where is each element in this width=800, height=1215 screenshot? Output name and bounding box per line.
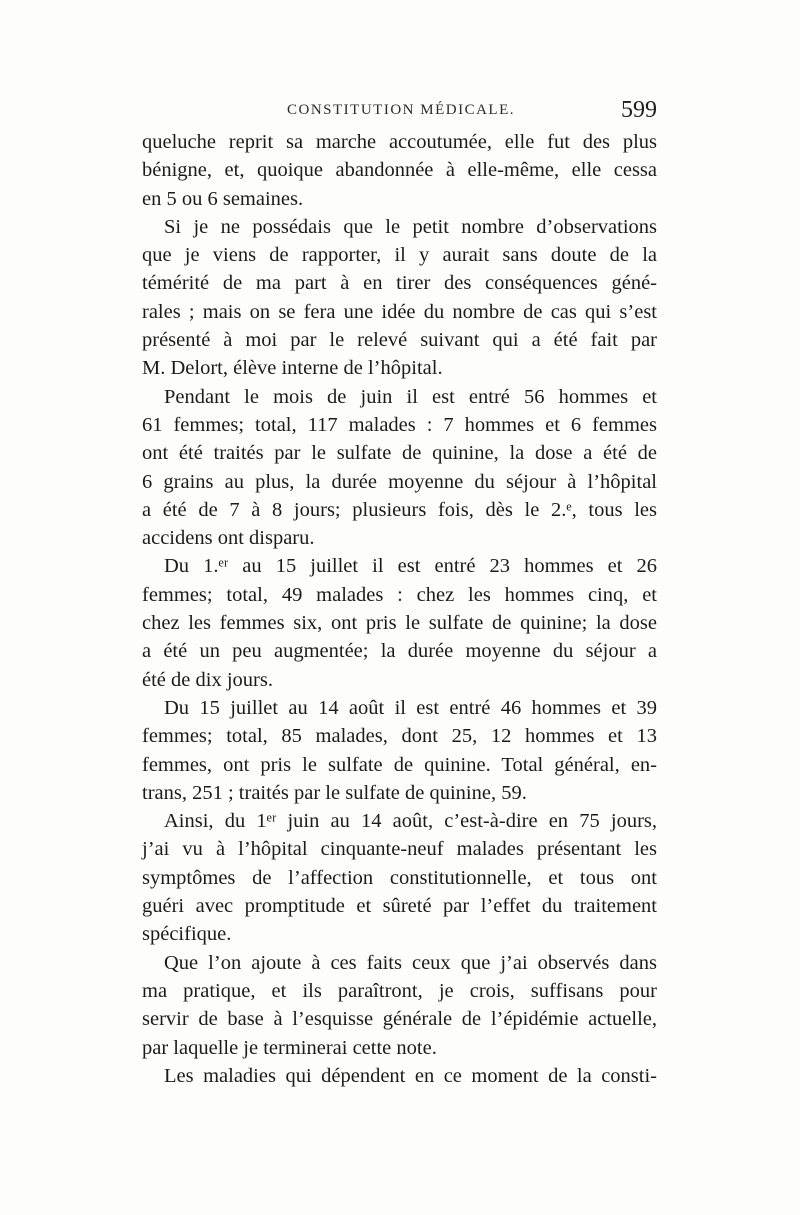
text-line: Les maladies qui dépendent en ce moment de la consti- (164, 1064, 657, 1087)
text-line: a été de 7 à 8 jours; plusieurs fois, dès le 2.ᵉ, tous les (142, 498, 657, 521)
text-line: que je viens de rapporter, il y aurait sans doute de la (142, 244, 657, 267)
text-line: spécifique. (142, 923, 232, 946)
text-line: servir de base à l’esquisse générale de l’épidémie actuelle, (142, 1008, 657, 1031)
text-line: Que l’on ajoute à ces faits ceux que j’ai observés dans (164, 951, 657, 974)
text-line: guéri avec promptitude et sûreté par l’effet du traitement (142, 895, 657, 918)
text-line: symptômes de l’affection constitutionnelle, et tous ont (142, 866, 657, 889)
text-line: j’ai vu à l’hôpital cinquante-neuf malades présentant les (142, 838, 657, 861)
running-title: CONSTITUTION MÉDICALE. (287, 102, 515, 118)
page-number: 599 (621, 97, 657, 123)
text-line: bénigne, et, quoique abandonnée à elle-même, elle cessa (142, 159, 657, 182)
text-line: rales ; mais on se fera une idée du nombre de cas qui s’est (142, 300, 657, 323)
text-line: 61 femmes; total, 117 malades : 7 hommes et 6 femmes (142, 413, 657, 436)
text-line: femmes; total, 49 malades : chez les hommes cinq, et (142, 583, 657, 606)
text-line: a été un peu augmentée; la durée moyenne du séjour a (142, 640, 657, 663)
text-line: été de dix jours. (142, 668, 273, 691)
text-line: femmes; total, 85 malades, dont 25, 12 hommes et 13 (142, 725, 657, 748)
text-line: en 5 ou 6 semaines. (142, 187, 304, 210)
text-line: par laquelle je terminerai cette note. (142, 1036, 437, 1059)
text-line: accidens ont disparu. (142, 527, 315, 550)
text-line: Du 15 juillet au 14 août il est entré 46 hommes et 39 (164, 696, 657, 719)
text-line: Si je ne possédais que le petit nombre d’observations (164, 215, 657, 238)
running-header (142, 97, 657, 130)
text-line: témérité de ma part à en tirer des conséquences géné- (142, 272, 657, 295)
text-line: Pendant le mois de juin il est entré 56 hommes et (164, 385, 657, 408)
text-line: présenté à moi par le relevé suivant qui a été fait par (142, 329, 657, 352)
text-line: queluche reprit sa marche accoutumée, elle fut des plus (142, 131, 657, 153)
text-line: 6 grains au plus, la durée moyenne du séjour à l’hôpital (142, 470, 657, 493)
text-line: Ainsi, du 1ᵉʳ juin au 14 août, c’est-à-dire en 75 jours, (164, 810, 657, 833)
text-line: ont été traités par le sulfate de quinine, la dose a été de (142, 442, 657, 465)
text-line: chez les femmes six, ont pris le sulfate de quinine; la dose (142, 612, 657, 635)
body-text (142, 128, 657, 1090)
text-line: Du 1.ᵉʳ au 15 juillet il est entré 23 hommes et 26 (164, 555, 657, 578)
text-line: femmes, ont pris le sulfate de quinine. Total général, en- (142, 753, 657, 776)
text-line: trans, 251 ; traités par le sulfate de quinine, 59. (142, 781, 527, 804)
text-line: ma pratique, et ils paraîtront, je crois, suffisans pour (142, 979, 657, 1002)
text-line: M. Delort, élève interne de l’hôpital. (142, 357, 443, 380)
